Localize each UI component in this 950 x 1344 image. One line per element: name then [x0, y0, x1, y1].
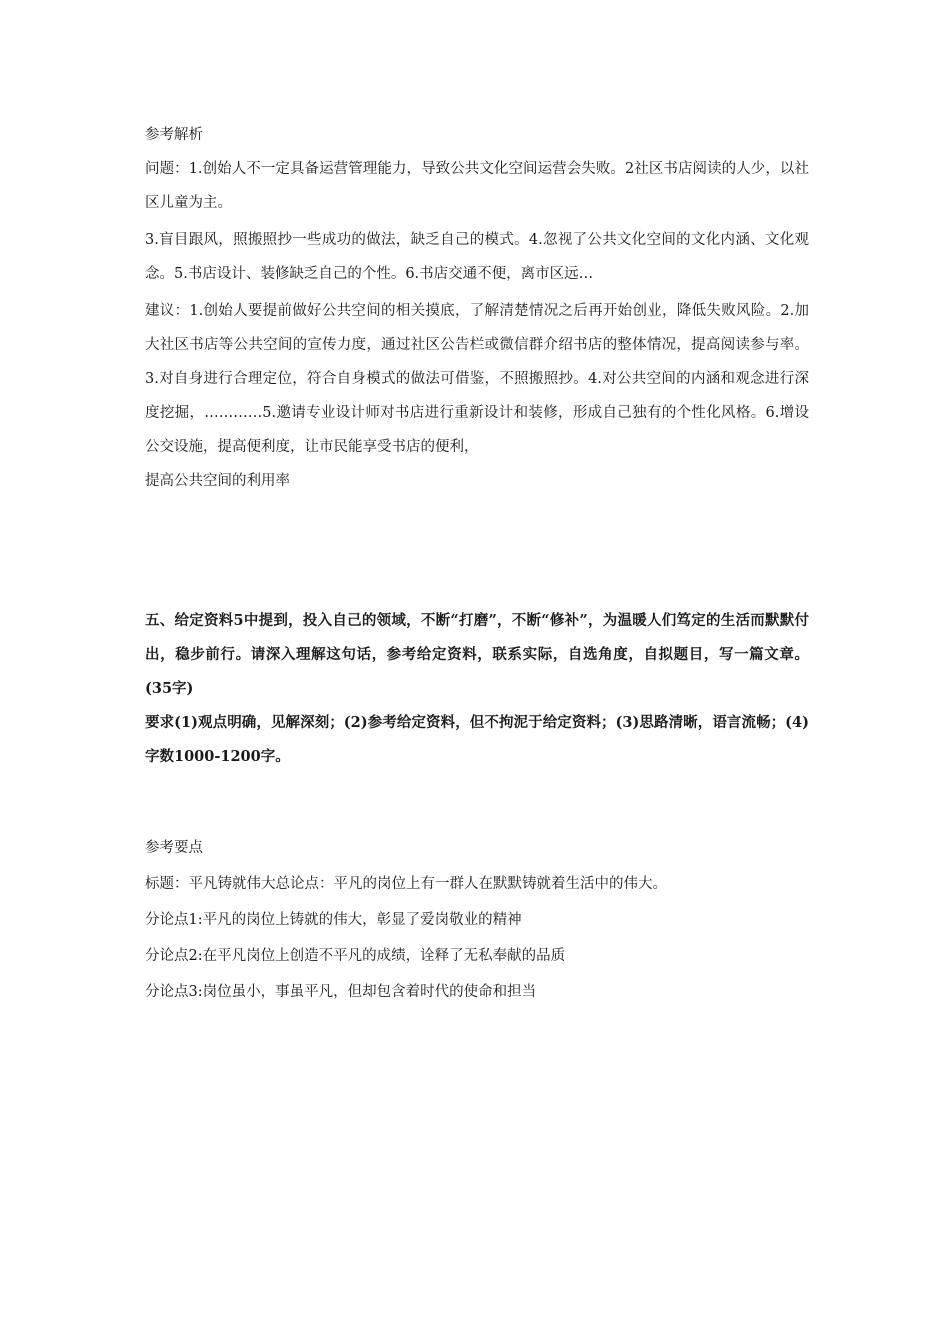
analysis-problems-part-1: 问题：1.创始人不一定具备运营管理能力，导致公共文化空间运营会失败。2社区书店阅读的人少，以社区儿童为主。: [145, 161, 809, 211]
sub-argument-3: 分论点3:岗位虽小，事虽平凡，但却包含着时代的使命和担当: [145, 984, 537, 1000]
reference-analysis-section: [145, 118, 809, 498]
sub-argument-2: 分论点2:在平凡岗位上创造不平凡的成绩，诠释了无私奉献的品质: [145, 948, 566, 964]
sub-argument-1: 分论点1:平凡的岗位上铸就的伟大，彰显了爱岗敬业的精神: [145, 912, 522, 928]
analysis-conclusion: 提高公共空间的利用率: [145, 473, 290, 489]
essay-question-text: 五、给定资料5中提到，投入自己的领域，不断“打磨”，不断“修补”，为温暖人们笃定的生活而默默付出，稳步前行。请深入理解这句话，参考给定资料，联系实际，自选角度，自拟题目，写一篇文章。(35字): [145, 612, 809, 697]
analysis-problems-part-2: 3.盲目跟风，照搬照抄一些成功的做法，缺乏自己的模式。4.忽视了公共文化空间的文化内涵、文化观念。5.书店设计、装修缺乏自己的个性。6.书店交通不便，离市区远…: [145, 232, 809, 282]
reference-points-section: [145, 830, 809, 1010]
points-heading: 参考要点: [145, 840, 203, 856]
points-title-thesis: 标题：平凡铸就伟大总论点：平凡的岗位上有一群人在默默铸就着生活中的伟大。: [145, 876, 667, 892]
analysis-heading: 参考解析: [145, 127, 203, 143]
analysis-suggestions: 建议：1.创始人要提前做好公共空间的相关摸底，了解清楚情况之后再开始创业，降低失败风险。2.加大社区书店等公共空间的宣传力度，通过社区公告栏或微信群介绍书店的整体情况，提高阅读参与率。3.对自身进行合理定位，符合自身模式的做法可借鉴，不照搬照抄。4.对公共空间的内涵和观念进行深度挖掘，…………5.邀请专业设计师对书店进行重新设计和装修，形成自己独有的个性化风格。6.增设公交设施，提高便利度，让市民能享受书店的便利，: [145, 303, 809, 455]
essay-question-section: [145, 604, 809, 774]
essay-requirements: 要求(1)观点明确，见解深刻；(2)参考给定资料，但不拘泥于给定资料；(3)思路清晰，语言流畅；(4)字数1000-1200字。: [145, 714, 809, 765]
